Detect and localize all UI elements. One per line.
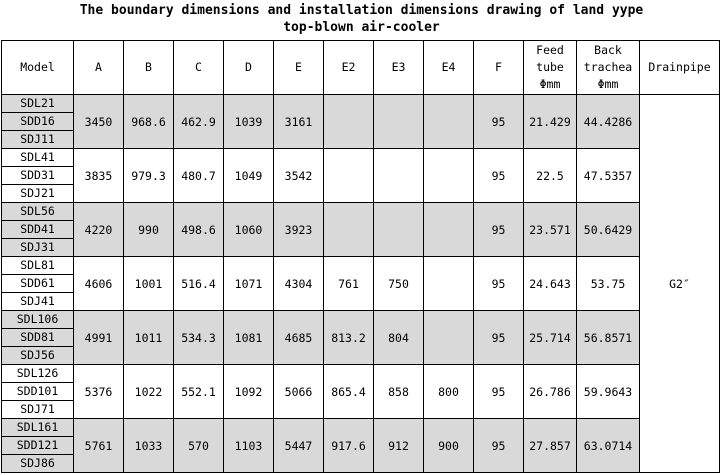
cell-e2	[324, 203, 374, 257]
cell-feed: 27.857	[524, 419, 577, 473]
cell-e3	[374, 95, 424, 149]
cell-c: 462.9	[174, 95, 224, 149]
cell-feed: 23.571	[524, 203, 577, 257]
cell-e: 4685	[274, 311, 324, 365]
cell-feed: 21.429	[524, 95, 577, 149]
page-title	[0, 2, 723, 36]
title-line-1: The boundary dimensions and installation dimensions drawing of land yype	[79, 3, 644, 18]
cell-d: 1071	[224, 257, 274, 311]
model-cell: SDL106	[2, 311, 74, 329]
cell-feed: 25.714	[524, 311, 577, 365]
cell-back: 59.9643	[577, 365, 640, 419]
drainpipe-cell: G2″	[640, 95, 720, 473]
header-c: C	[174, 41, 224, 95]
header-d: D	[224, 41, 274, 95]
model-cell: SDL56	[2, 203, 74, 221]
table-row	[2, 203, 720, 221]
cell-f: 95	[474, 257, 524, 311]
cell-feed: 26.786	[524, 365, 577, 419]
cell-a: 4606	[74, 257, 124, 311]
model-cell: SDD61	[2, 275, 74, 293]
header-drainpipe: Drainpipe	[640, 41, 720, 95]
table-row	[2, 419, 720, 437]
cell-e4	[424, 257, 474, 311]
cell-c: 534.3	[174, 311, 224, 365]
cell-e2	[324, 149, 374, 203]
cell-b: 979.3	[124, 149, 174, 203]
cell-e3: 912	[374, 419, 424, 473]
cell-d: 1060	[224, 203, 274, 257]
cell-e: 3542	[274, 149, 324, 203]
cell-e3: 858	[374, 365, 424, 419]
cell-d: 1103	[224, 419, 274, 473]
cell-e3	[374, 149, 424, 203]
cell-f: 95	[474, 95, 524, 149]
cell-e4: 900	[424, 419, 474, 473]
model-cell: SDL161	[2, 419, 74, 437]
cell-d: 1039	[224, 95, 274, 149]
cell-a: 4220	[74, 203, 124, 257]
header-row	[2, 41, 720, 95]
header-back-trachea: Back trachea Φmm	[577, 41, 640, 95]
cell-b: 1001	[124, 257, 174, 311]
cell-back: 56.8571	[577, 311, 640, 365]
header-e: E	[274, 41, 324, 95]
cell-f: 95	[474, 149, 524, 203]
cell-f: 95	[474, 419, 524, 473]
cell-e2: 865.4	[324, 365, 374, 419]
header-feed-tube: Feed tube Φmm	[524, 41, 577, 95]
header-model: Model	[2, 41, 74, 95]
table-row	[2, 365, 720, 383]
cell-e: 5066	[274, 365, 324, 419]
cell-feed: 22.5	[524, 149, 577, 203]
cell-b: 990	[124, 203, 174, 257]
model-cell: SDJ31	[2, 239, 74, 257]
cell-d: 1092	[224, 365, 274, 419]
dimensions-table	[1, 40, 720, 473]
model-cell: SDD16	[2, 113, 74, 131]
header-b: B	[124, 41, 174, 95]
header-a: A	[74, 41, 124, 95]
model-cell: SDJ41	[2, 293, 74, 311]
model-cell: SDL41	[2, 149, 74, 167]
table-row	[2, 257, 720, 275]
model-cell: SDJ21	[2, 185, 74, 203]
cell-e: 3923	[274, 203, 324, 257]
model-cell: SDJ11	[2, 131, 74, 149]
cell-f: 95	[474, 365, 524, 419]
cell-e2: 813.2	[324, 311, 374, 365]
model-cell: SDD101	[2, 383, 74, 401]
table-row	[2, 95, 720, 113]
cell-f: 95	[474, 203, 524, 257]
cell-a: 3450	[74, 95, 124, 149]
table-row	[2, 149, 720, 167]
cell-e4	[424, 203, 474, 257]
model-cell: SDL81	[2, 257, 74, 275]
table-body	[2, 95, 720, 473]
cell-e3	[374, 203, 424, 257]
cell-e4	[424, 149, 474, 203]
cell-back: 47.5357	[577, 149, 640, 203]
model-cell: SDD121	[2, 437, 74, 455]
cell-b: 968.6	[124, 95, 174, 149]
model-cell: SDD31	[2, 167, 74, 185]
header-f: F	[474, 41, 524, 95]
cell-e2: 917.6	[324, 419, 374, 473]
cell-back: 50.6429	[577, 203, 640, 257]
cell-f: 95	[474, 311, 524, 365]
cell-e2	[324, 95, 374, 149]
cell-e3: 750	[374, 257, 424, 311]
cell-e2: 761	[324, 257, 374, 311]
cell-back: 53.75	[577, 257, 640, 311]
cell-a: 3835	[74, 149, 124, 203]
cell-e: 3161	[274, 95, 324, 149]
model-cell: SDJ86	[2, 455, 74, 473]
model-cell: SDD41	[2, 221, 74, 239]
cell-c: 552.1	[174, 365, 224, 419]
cell-b: 1022	[124, 365, 174, 419]
cell-e: 5447	[274, 419, 324, 473]
cell-a: 5376	[74, 365, 124, 419]
cell-back: 63.0714	[577, 419, 640, 473]
cell-a: 5761	[74, 419, 124, 473]
header-e3: E3	[374, 41, 424, 95]
cell-e3: 804	[374, 311, 424, 365]
header-e4: E4	[424, 41, 474, 95]
cell-feed: 24.643	[524, 257, 577, 311]
model-cell: SDJ56	[2, 347, 74, 365]
cell-back: 44.4286	[577, 95, 640, 149]
table-row	[2, 311, 720, 329]
cell-b: 1033	[124, 419, 174, 473]
cell-c: 480.7	[174, 149, 224, 203]
title-line-2: top-blown air-cooler	[283, 20, 440, 35]
cell-e4	[424, 95, 474, 149]
header-e2: E2	[324, 41, 374, 95]
cell-c: 516.4	[174, 257, 224, 311]
cell-d: 1049	[224, 149, 274, 203]
model-cell: SDD81	[2, 329, 74, 347]
cell-a: 4991	[74, 311, 124, 365]
cell-e: 4304	[274, 257, 324, 311]
cell-e4	[424, 311, 474, 365]
cell-e4: 800	[424, 365, 474, 419]
cell-c: 498.6	[174, 203, 224, 257]
model-cell: SDL126	[2, 365, 74, 383]
cell-b: 1011	[124, 311, 174, 365]
cell-c: 570	[174, 419, 224, 473]
cell-d: 1081	[224, 311, 274, 365]
model-cell: SDL21	[2, 95, 74, 113]
model-cell: SDJ71	[2, 401, 74, 419]
